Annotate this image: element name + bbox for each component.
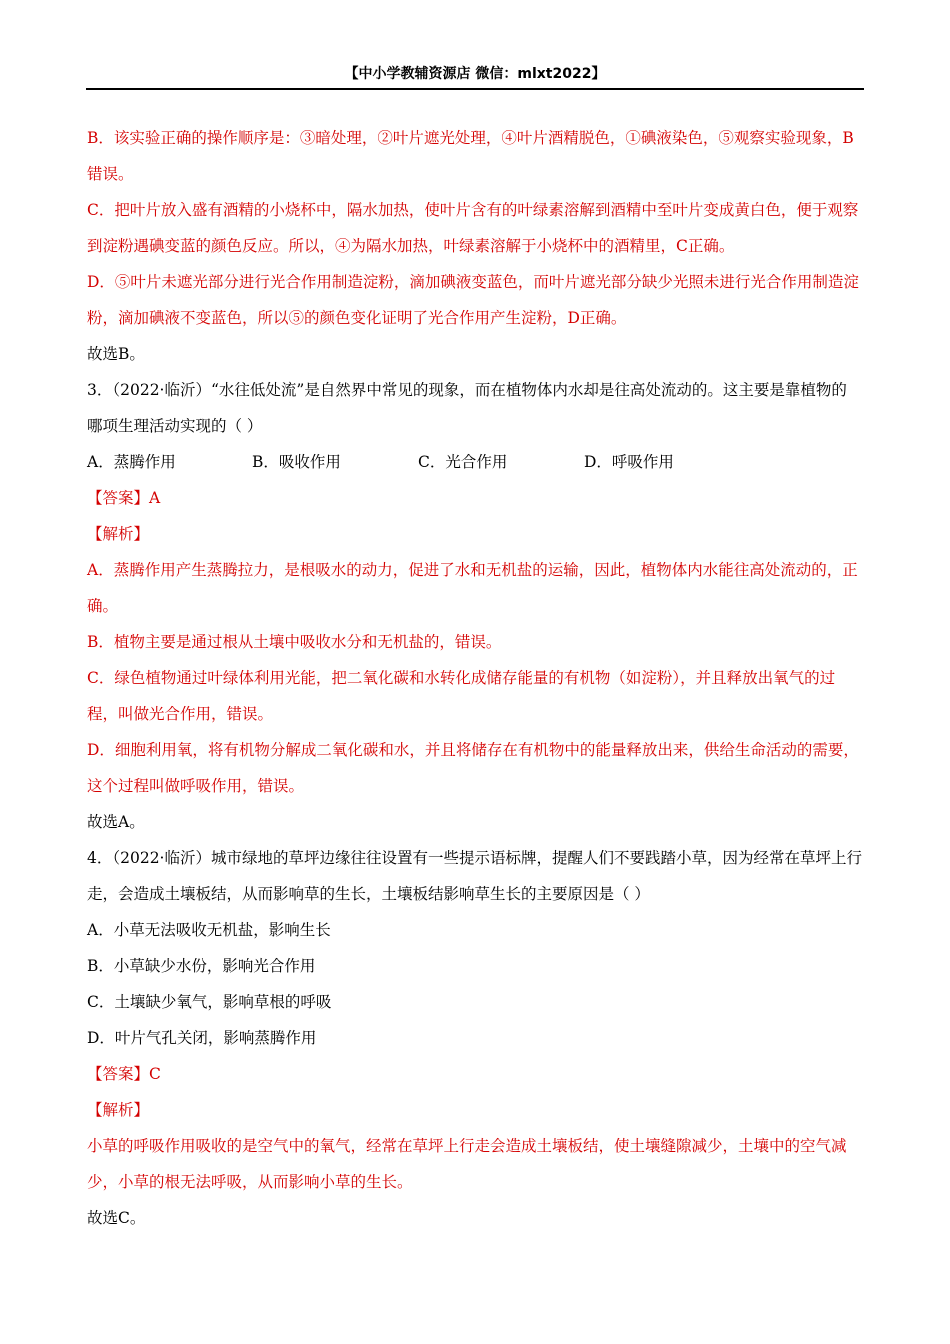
- q4-option-b: B．小草缺少水份，影响光合作用: [87, 957, 316, 975]
- q3-stem: 3．（2022·临沂）“水往低处流”是自然界中常见的现象，而在植物体内水却是往高处流动的。这主要是靠植物的哪项生理活动实现的（ ）: [87, 381, 847, 435]
- q3-option-a: A．蒸腾作用: [87, 453, 176, 471]
- q2-analysis-d: D．⑤叶片未遮光部分进行光合作用制造淀粉，滴加碘液变蓝色，而叶片遮光部分缺少光照未进行光合作用制造淀粉，滴加碘液不变蓝色，所以⑤的颜色变化证明了光合作用产生淀粉，D正确。: [87, 273, 859, 327]
- q2-analysis-c: C．把叶片放入盛有酒精的小烧杯中，隔水加热，使叶片含有的叶绿素溶解到酒精中至叶片变成黄白色，便于观察到淀粉遇碘变蓝的颜色反应。所以，④为隔水加热，叶绿素溶解于小烧杯中的酒精里，C正确。: [87, 201, 859, 255]
- q3-analysis-label: 【解析】: [87, 525, 150, 543]
- q4-option-a: A．小草无法吸收无机盐，影响生长: [87, 921, 331, 939]
- q3-analysis-d: D．细胞利用氧，将有机物分解成二氧化碳和水，并且将储存在有机物中的能量释放出来，供给生命活动的需要，这个过程叫做呼吸作用，错误。: [87, 741, 859, 795]
- q3-analysis-b: B．植物主要是通过根从土壤中吸收水分和无机盐的，错误。: [87, 633, 502, 651]
- q3-option-b: B．吸收作用: [252, 453, 341, 471]
- q3-analysis-a: A．蒸腾作用产生蒸腾拉力，是根吸水的动力，促进了水和无机盐的运输，因此，植物体内水能往高处流动的，正确。: [87, 561, 858, 615]
- q2-conclusion: 故选B。: [87, 345, 145, 363]
- q4-analysis-label: 【解析】: [87, 1101, 150, 1119]
- document-body: [87, 120, 862, 1236]
- q3-analysis-c: C．绿色植物通过叶绿体利用光能，把二氧化碳和水转化成储存能量的有机物（如淀粉），并且释放出氧气的过程，叫做光合作用，错误。: [87, 669, 836, 723]
- q3-option-d: D．呼吸作用: [584, 453, 674, 471]
- q3-answer: 【答案】A: [87, 489, 161, 507]
- q2-analysis-b: B．该实验正确的操作顺序是：③暗处理，②叶片遮光处理，④叶片酒精脱色，①碘液染色，⑤观察实验现象，B错误。: [87, 129, 854, 183]
- q4-stem: 4．（2022·临沂）城市绿地的草坪边缘往往设置有一些提示语标牌，提醒人们不要践踏小草，因为经常在草坪上行走，会造成土壤板结，从而影响草的生长，土壤板结影响草生长的主要原因是（ ）: [87, 849, 862, 903]
- q3-option-c: C．光合作用: [418, 453, 508, 471]
- q4-option-d: D．叶片气孔关闭，影响蒸腾作用: [87, 1029, 317, 1047]
- q4-conclusion: 故选C。: [87, 1209, 146, 1227]
- q3-options: [87, 444, 862, 480]
- page-header: 【中小学教辅资源店 微信：mlxt2022】: [86, 64, 864, 90]
- q4-option-c: C．土壤缺少氧气，影响草根的呼吸: [87, 993, 332, 1011]
- q4-analysis: 小草的呼吸作用吸收的是空气中的氧气，经常在草坪上行走会造成土壤板结，使土壤缝隙减少，土壤中的空气减少，小草的根无法呼吸，从而影响小草的生长。: [87, 1137, 847, 1191]
- q3-conclusion: 故选A。: [87, 813, 145, 831]
- q4-answer: 【答案】C: [87, 1065, 161, 1083]
